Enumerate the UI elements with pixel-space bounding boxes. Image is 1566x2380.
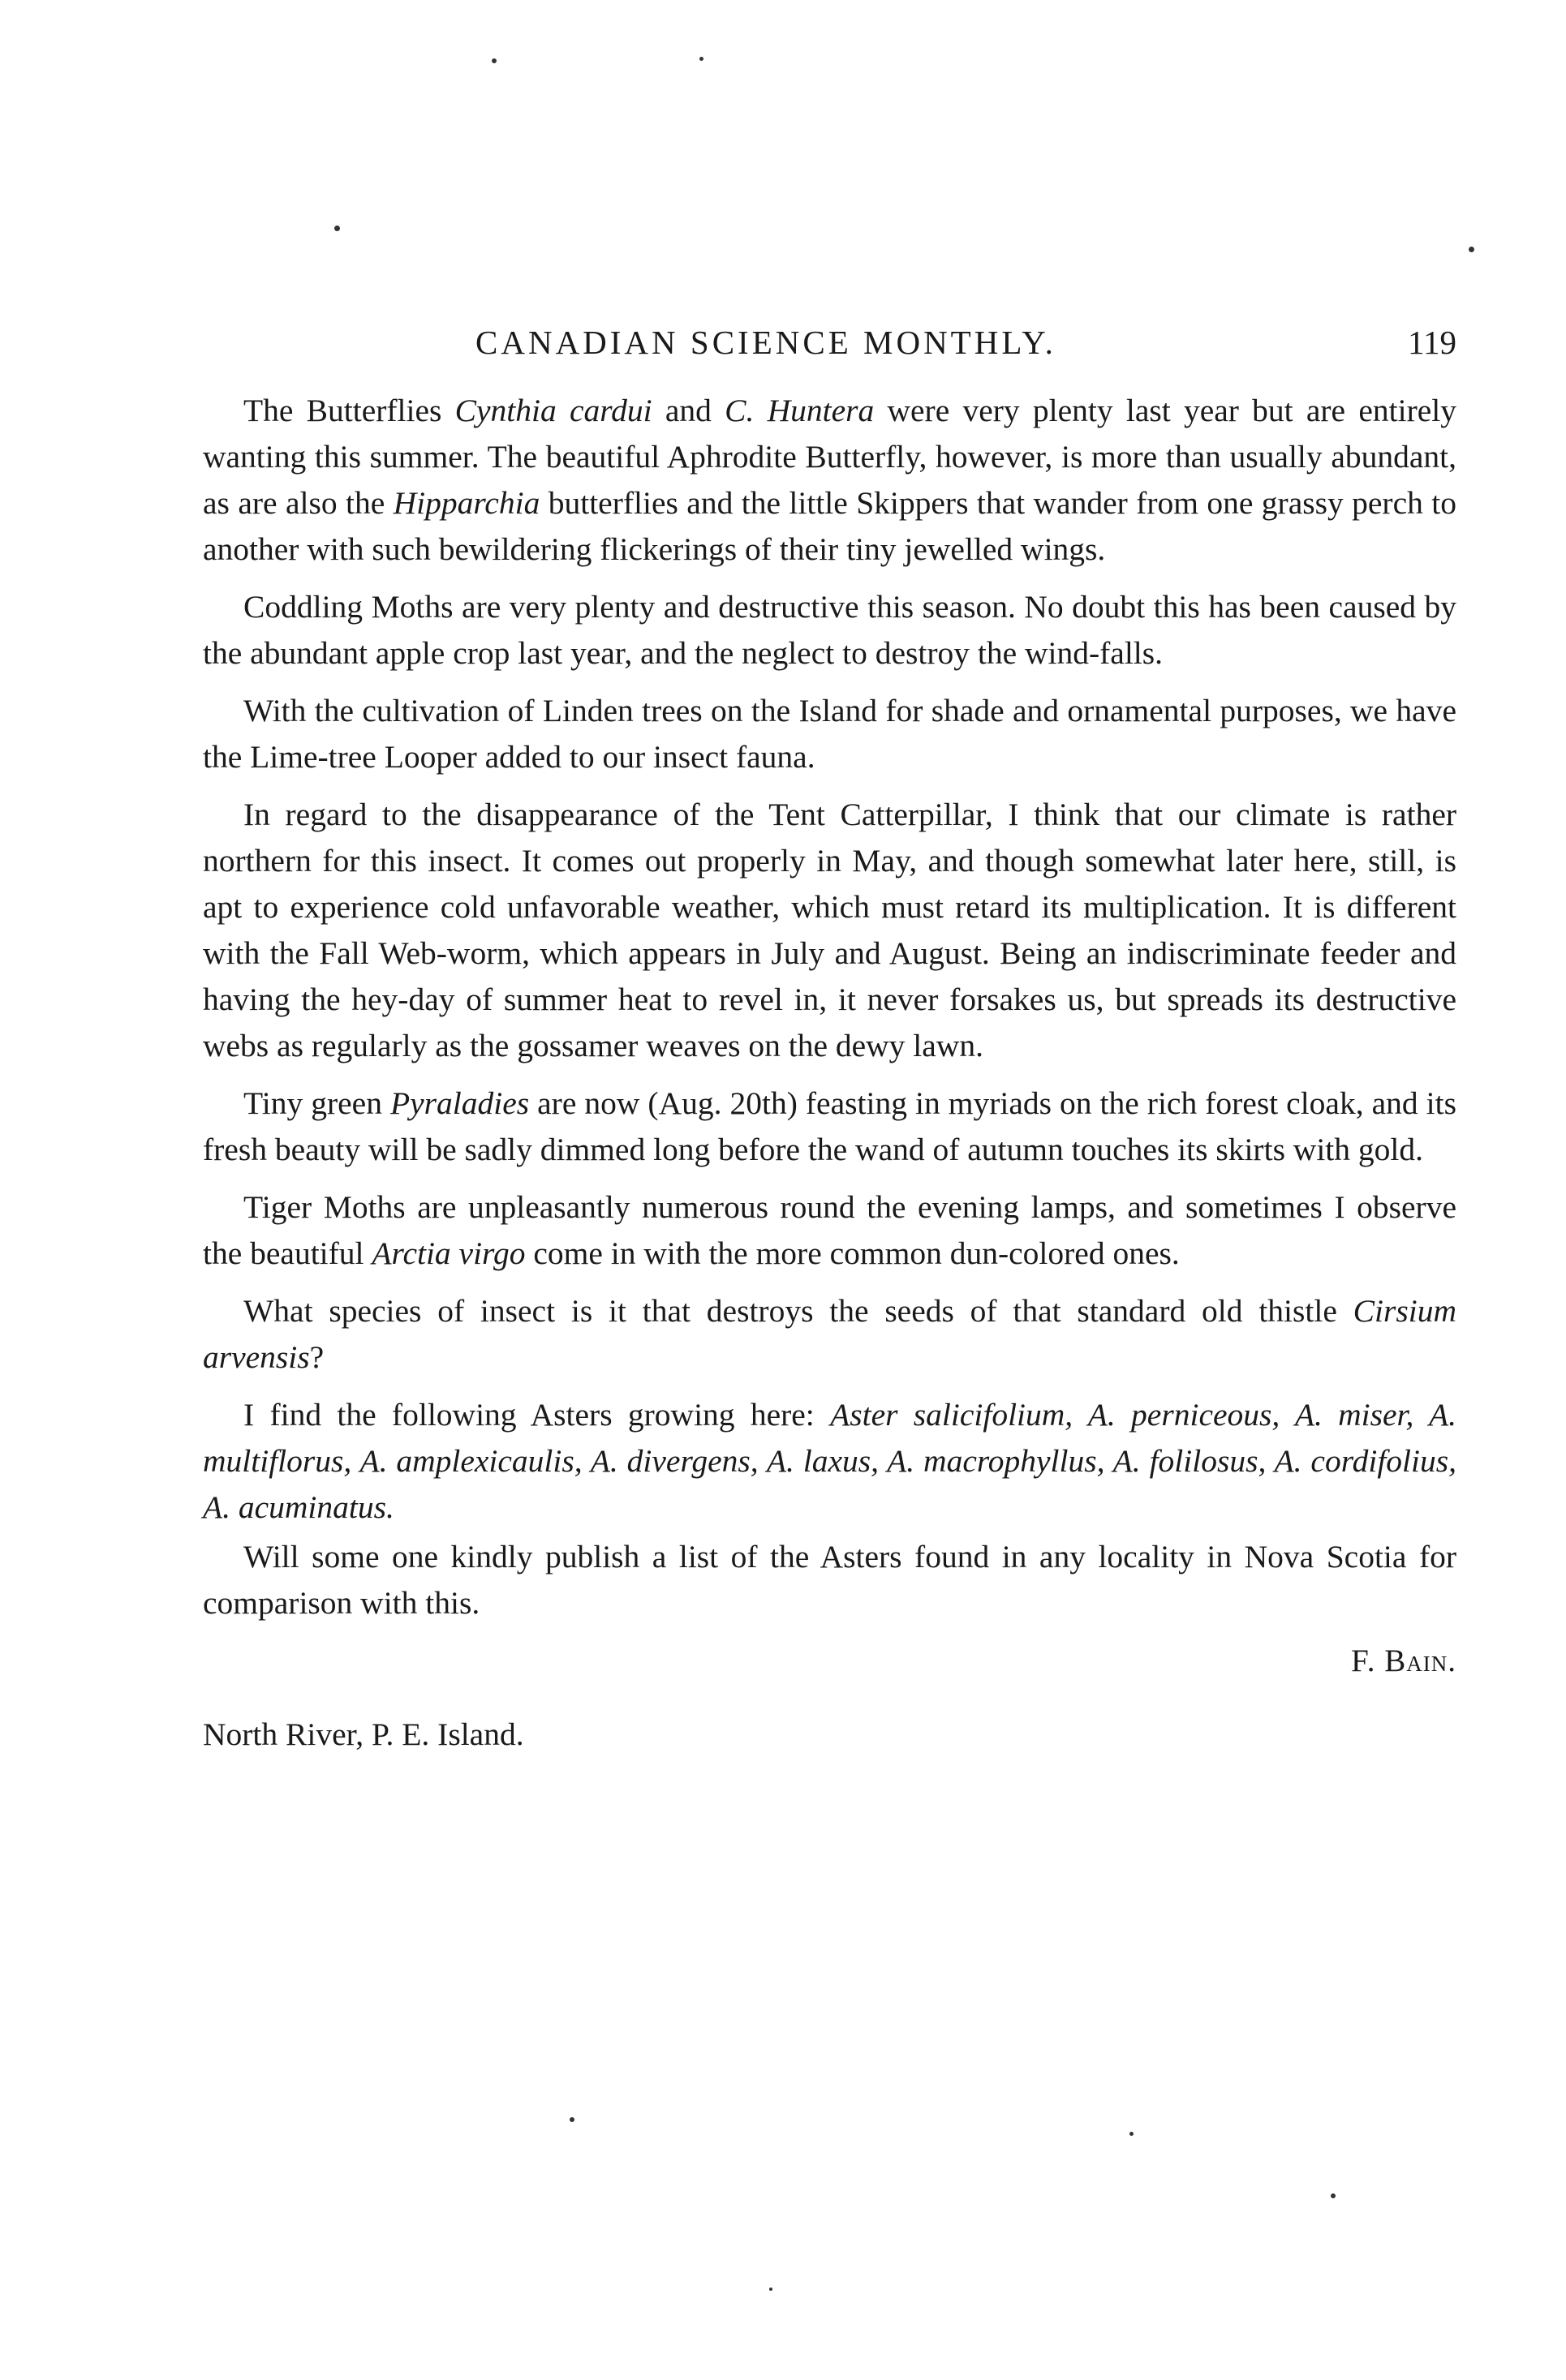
print-speck [1129,2132,1134,2136]
species-name: Cirsium arvensis [203,1293,1456,1375]
print-speck [492,58,497,63]
paragraph-tent-caterpillar: In regard to the disappearance of the Tent Catterpillar, I think that our climate is rather northern for this insect. It comes out properly in May, and though somewhat later here, still, is apt to experience cold unfavorable weather, which must retard its multiplication. It is different with the Fall Web-worm, which appears in July and August. Being an indiscriminate feeder and having the hey-day of summer heat to revel in, it never forsakes us, but spreads its destructive webs as regularly as the gossamer weaves on the dewy lawn. [203,797,1456,1063]
species-name: Arctia virgo [372,1235,526,1271]
species-list: Aster salicifolium, A. perniceous, A. miser, A. multiflorus, A. amplexicaulis, A. divergens, A. laxus, A. macrophyllus, A. folilosus, A. cordifolius, A. acuminatus. [203,1397,1456,1525]
running-head: CANADIAN SCIENCE MONTHLY. [475,324,1056,361]
text-run: The Butterflies [243,393,455,428]
text-run: Tiger Moths are unpleasantly numerous round the evening lamps, and sometimes I observe the beautiful [203,1189,1456,1271]
paragraph-request: Will some one kindly publish a list of the Asters found in any locality in Nova Scotia for comparison with this. [203,1539,1456,1621]
paragraph-thistle-question [203,1288,1456,1381]
author-signature [203,1638,1456,1684]
print-speck [769,2288,772,2291]
text-run: butterflies and the little Skippers that wander from one grassy perch to another with such bewildering flickerings of their tiny jewelled wings. [203,485,1456,567]
print-speck [1331,2193,1336,2198]
print-speck [570,2117,574,2122]
species-name: Hipparchia [393,485,540,521]
article-body [203,388,1456,1758]
text-run: I find the following Asters growing here: [243,1397,831,1433]
text-run: ? [309,1339,325,1375]
text-run: What species of insect is it that destroys the seeds of that standard old thistle [243,1293,1353,1329]
page-header [203,323,1456,372]
page-number: 119 [1408,324,1456,361]
author-initial: F. [1351,1643,1385,1678]
species-name: Cynthia cardui [454,393,652,428]
text-run: are now (Aug. 20th) feasting in myriads on the rich forest cloak, and its fresh beauty will be sadly dimmed long before the wand of autumn touches its skirts with gold. [203,1085,1456,1167]
text-run: come in with the more common dun-colored ones. [525,1235,1180,1271]
author-name: Bain. [1384,1643,1456,1678]
author-location: North River, P. E. Island. [203,1716,524,1752]
species-name: C. Huntera [725,393,875,428]
print-speck [1469,247,1474,252]
paragraph-asters [203,1392,1456,1531]
paragraph-butterflies [203,388,1456,573]
print-speck [699,57,703,61]
paragraph-linden-trees: With the cultivation of Linden trees on the Island for shade and ornamental purposes, we have the Lime-tree Looper added to our insect fauna. [203,693,1456,775]
paragraph-pyraladies [203,1080,1456,1173]
text-run: Tiny green [243,1085,390,1121]
species-name: Pyraladies [389,1085,530,1121]
paragraph-tiger-moths [203,1184,1456,1277]
text-run: and [652,393,725,428]
print-speck [334,226,340,231]
paragraph-coddling-moths: Coddling Moths are very plenty and destructive this season. No doubt this has been caused by the abundant apple crop last year, and the neglect to destroy the wind-falls. [203,589,1456,671]
text-run: were very plenty last year but are entirely wanting this summer. The beautiful Aphrodite Butterfly, however, is more than usually abundant, as are also the [203,393,1456,521]
